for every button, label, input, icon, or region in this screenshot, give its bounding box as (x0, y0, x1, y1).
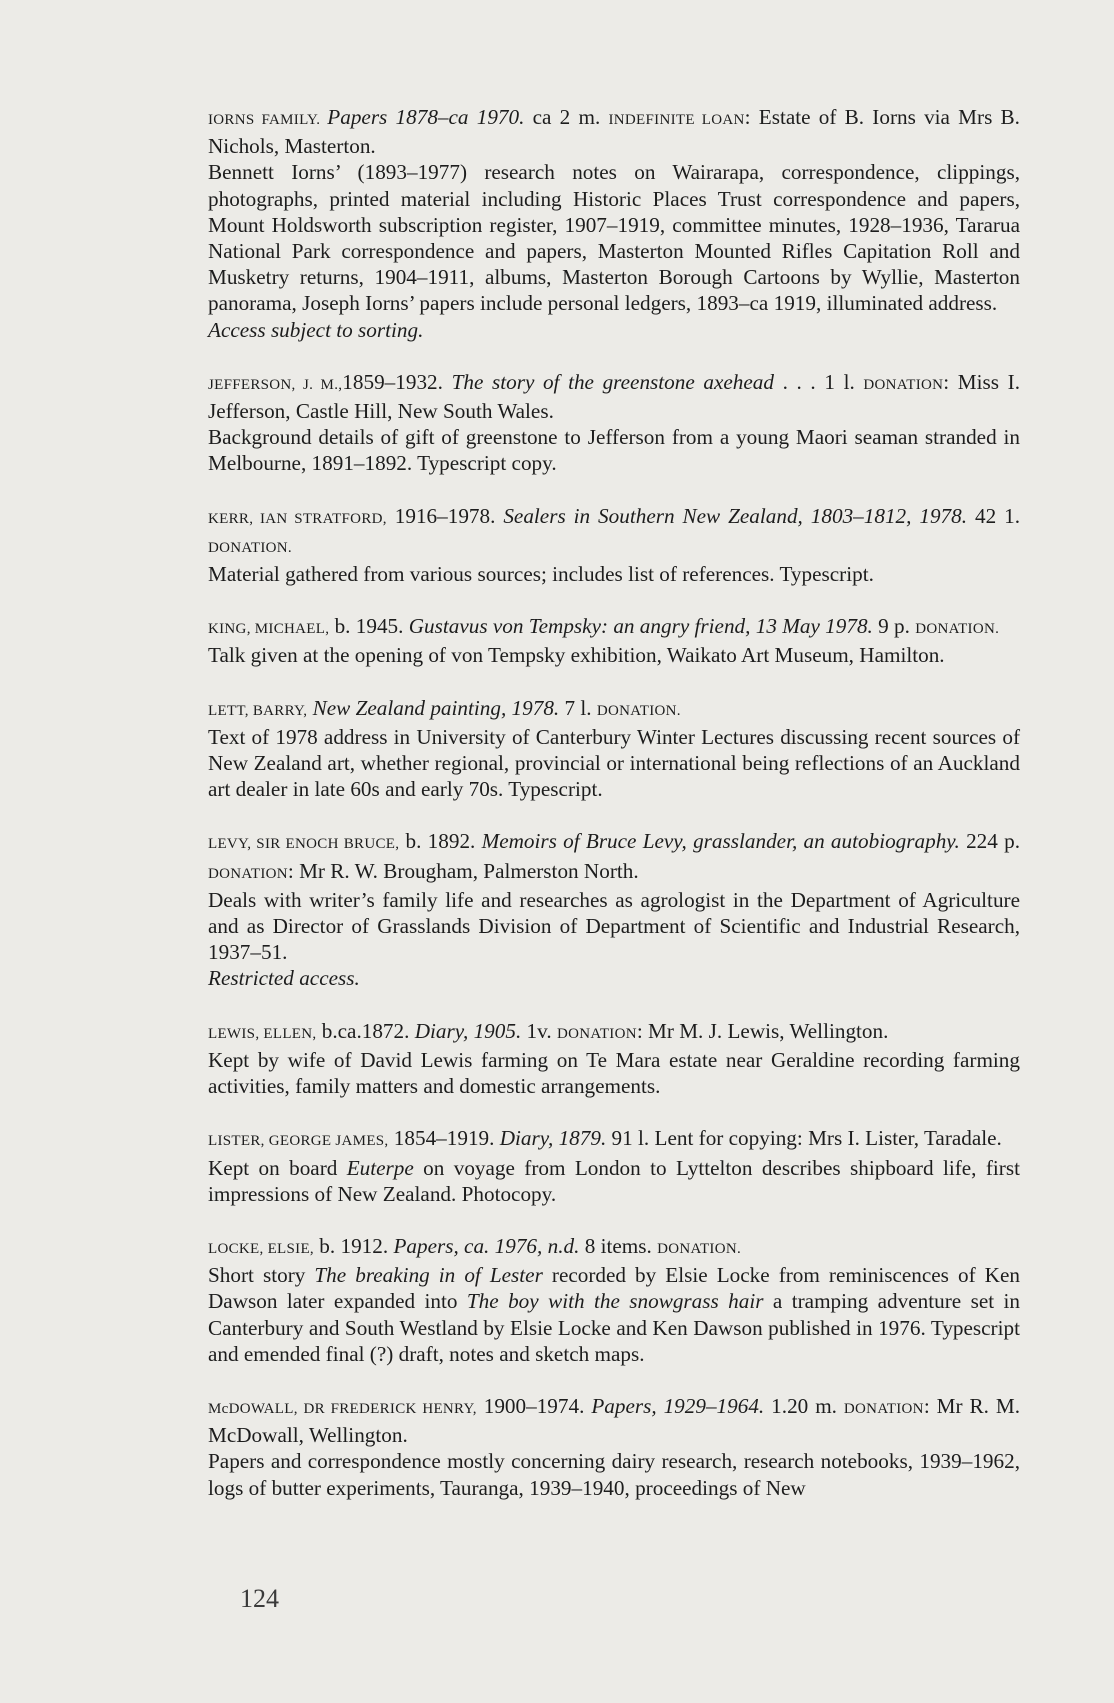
catalogue-entry (208, 1233, 1020, 1367)
entry-text: : Mr R. W. Brougham, Palmerston North. (287, 858, 639, 883)
entry-italic-text: Papers, ca. 1976, n.d. (393, 1233, 580, 1258)
entry-italic-text: Access subject to sorting. (208, 317, 424, 342)
entry-description (208, 724, 1020, 803)
entry-text: 9 p. (872, 614, 916, 639)
entry-heading (208, 1125, 1020, 1154)
entry-text: Kept by wife of David Lewis farming on Te Mara estate near Geraldine recording farming activities, family matters and domestic arrangements. (208, 1047, 1020, 1099)
entry-italic-text: The boy with the snowgrass hair (466, 1289, 764, 1314)
entry-text: 7 l. (559, 695, 597, 720)
entry-italic-text: Euterpe (346, 1155, 414, 1180)
entry-heading-caps: LISTER, GEORGE JAMES, (208, 1133, 389, 1150)
entry-text: b. 1912. (313, 1233, 394, 1258)
entry-text: Kept on board (208, 1155, 347, 1180)
entry-text: Bennett Iorns’ (1893–1977) research notes on Wairarapa, correspondence, clippings, photographs, printed material including Historic Places Trust correspondence and papers, Mount Holdsworth subscription register, 1907–1919, committee minutes, 1928–1936, Tararua National Park correspondence and papers, Masterton Mounted Rifles Capitation Roll and Musketry returns, 1904–1911, albums, Masterton Borough Cartoons by Wyllie, Masterton panorama, Joseph Iorns’ papers include personal ledgers, 1893–ca 1919, illuminated address. (208, 160, 1020, 316)
catalogue-entry (208, 695, 1020, 803)
catalogue-entry (208, 1018, 1020, 1100)
entry-description (208, 1262, 1020, 1367)
entry-text: b. 1892. (399, 829, 482, 854)
entry-heading-caps: LEVY, SIR ENOCH BRUCE, (208, 836, 400, 853)
entry-text: 8 items. (579, 1233, 658, 1258)
entry-heading-caps: DONATION (208, 865, 288, 882)
entry-text: Background details of gift of greenstone to Jefferson from a young Maori seaman stranded in Melbourne, 1891–1892. Typescript copy. (208, 425, 1020, 476)
entry-text: Text of 1978 address in University of Canterbury Winter Lectures discussing recent sources of New Zealand art, whether regional, provincial or international being reflections of an Auckland art dealer in late 60s and early 70s. Typescript. (208, 724, 1020, 802)
entry-heading-caps: KERR, IAN STRATFORD, (208, 510, 387, 527)
entry-text: ca 2 m. (524, 105, 609, 129)
entry-italic-text: Papers, 1929–1964. (591, 1393, 765, 1418)
entry-description (208, 317, 1020, 343)
catalogue-entry (208, 1393, 1020, 1501)
entry-text: Short story (208, 1263, 315, 1288)
entry-text: 1v. (521, 1018, 557, 1043)
entry-text: 91 l. Lent for copying: Mrs I. Lister, Taradale. (606, 1126, 1002, 1151)
entry-heading (208, 1233, 1020, 1262)
entry-italic-text: Papers 1878–ca 1970. (327, 105, 525, 129)
entry-text: : Mr R. M. McDowall, Wellington. (208, 1393, 1020, 1448)
entry-text: 1900–1974. (476, 1393, 592, 1418)
entry-heading (208, 369, 1020, 424)
entry-heading-caps: DONATION. (208, 539, 292, 556)
entry-text: 224 p. (959, 829, 1021, 854)
catalogue-entry (208, 828, 1020, 991)
entry-heading-caps: LEWIS, ELLEN, (208, 1025, 317, 1042)
entry-heading (208, 1393, 1020, 1448)
entry-heading-caps: DONATION. (596, 702, 681, 719)
entry-heading-caps: LOCKE, ELSIE, (208, 1240, 314, 1257)
catalogue-column (208, 104, 1020, 1527)
entry-description (208, 424, 1020, 476)
entry-text: Deals with writer’s family life and researches as agrologist in the Department of Agriculture and as Director of Grasslands Division of Department of Scientific and Industrial Research, 1937–51. (208, 887, 1020, 965)
entry-description (208, 642, 1020, 668)
entry-heading-caps: DONATION (863, 376, 944, 393)
entry-heading-caps: KING, MICHAEL, (208, 621, 330, 638)
entry-heading-caps: IORNS FAMILY. (208, 112, 328, 128)
entry-heading-caps: McDOWALL, DR FREDERICK HENRY, (208, 1400, 477, 1417)
entry-text: 1916–1978. (386, 503, 504, 528)
entry-text: Talk given at the opening of von Tempsky exhibition, Waikato Art Museum, Hamilton. (208, 643, 945, 668)
entry-italic-text: Diary, 1905. (414, 1018, 522, 1043)
entry-description (208, 561, 1020, 587)
entry-heading (208, 828, 1020, 886)
entry-text: : Estate of B. Iorns via Mrs B. Nichols, Masterton. (208, 105, 1020, 159)
entry-heading (208, 1018, 1020, 1047)
entry-text: recorded by Elsie Locke from reminiscences of Ken Dawson later expanded into (208, 1263, 1020, 1314)
entry-text: b. 1945. (329, 614, 409, 639)
entry-heading (208, 613, 1020, 642)
entry-italic-text: New Zealand painting, 1978. (312, 695, 560, 720)
entry-text: 1854–1919. (388, 1126, 500, 1151)
entry-italic-text: Sealers in Southern New Zealand, 1803–1812, 1978. (503, 503, 968, 528)
entry-text: a tramping adventure set in Canterbury and South Westland by Elsie Locke and Ken Dawson published in 1976. Typescript and emended final (?) draft, notes and sketch maps. (208, 1289, 1020, 1366)
entry-text: b.ca.1872. (316, 1018, 415, 1043)
entry-italic-text: The story of the greenstone axehead (451, 369, 774, 394)
entry-heading-caps: DONATION. (915, 621, 1000, 638)
entry-text: 42 1. (967, 503, 1020, 528)
entry-italic-text: Gustavus von Tempsky: an angry friend, 13 May 1978. (408, 614, 873, 639)
entry-description (208, 1448, 1020, 1500)
entry-text: : Mr M. J. Lewis, Wellington. (636, 1018, 889, 1043)
entry-text: 1.20 m. (764, 1393, 844, 1418)
entry-italic-text: Memoirs of Bruce Levy, grasslander, an autobiography. (481, 829, 960, 854)
entry-text: Papers and correspondence mostly concerning dairy research, research notebooks, 1939–1962, logs of butter experiments, Tauranga, 1939–1940, proceedings of New (208, 1449, 1020, 1500)
entry-heading (208, 695, 1020, 724)
entry-description (208, 965, 1020, 991)
entry-heading (208, 104, 1020, 159)
entry-text: : Miss I. Jefferson, Castle Hill, New South Wales. (208, 369, 1020, 424)
entry-description (208, 1155, 1020, 1207)
entry-text: . . . 1 l. (773, 369, 864, 394)
entry-heading-caps: INDEFINITE LOAN (608, 112, 745, 128)
entry-heading-caps: DONATION (843, 1400, 924, 1417)
entry-description (208, 159, 1020, 316)
catalogue-entry (208, 369, 1020, 477)
catalogue-entry (208, 1125, 1020, 1207)
entry-italic-text: The breaking in of Lester (314, 1263, 543, 1288)
page-number: 124 (240, 1584, 279, 1613)
entry-italic-text: Diary, 1879. (499, 1126, 607, 1151)
entry-heading (208, 503, 1020, 561)
entry-text: 1859–1932. (342, 369, 452, 394)
entry-description (208, 1047, 1020, 1099)
entry-heading-caps: DONATION. (657, 1240, 742, 1257)
catalogue-entry (208, 613, 1020, 668)
catalogue-entry (208, 503, 1020, 588)
entry-description (208, 887, 1020, 966)
entry-heading-caps: JEFFERSON, J. M., (208, 376, 343, 393)
entry-heading-caps: LETT, BARRY, (208, 702, 308, 719)
entry-heading-caps: DONATION (556, 1025, 637, 1042)
entry-text: on voyage from London to Lyttelton describes shipboard life, first impressions of New Zealand. Photocopy. (208, 1155, 1020, 1206)
entry-italic-text: Restricted access. (208, 966, 360, 991)
entry-text: Material gathered from various sources; includes list of references. Typescript. (208, 562, 874, 587)
catalogue-entry (208, 104, 1020, 343)
